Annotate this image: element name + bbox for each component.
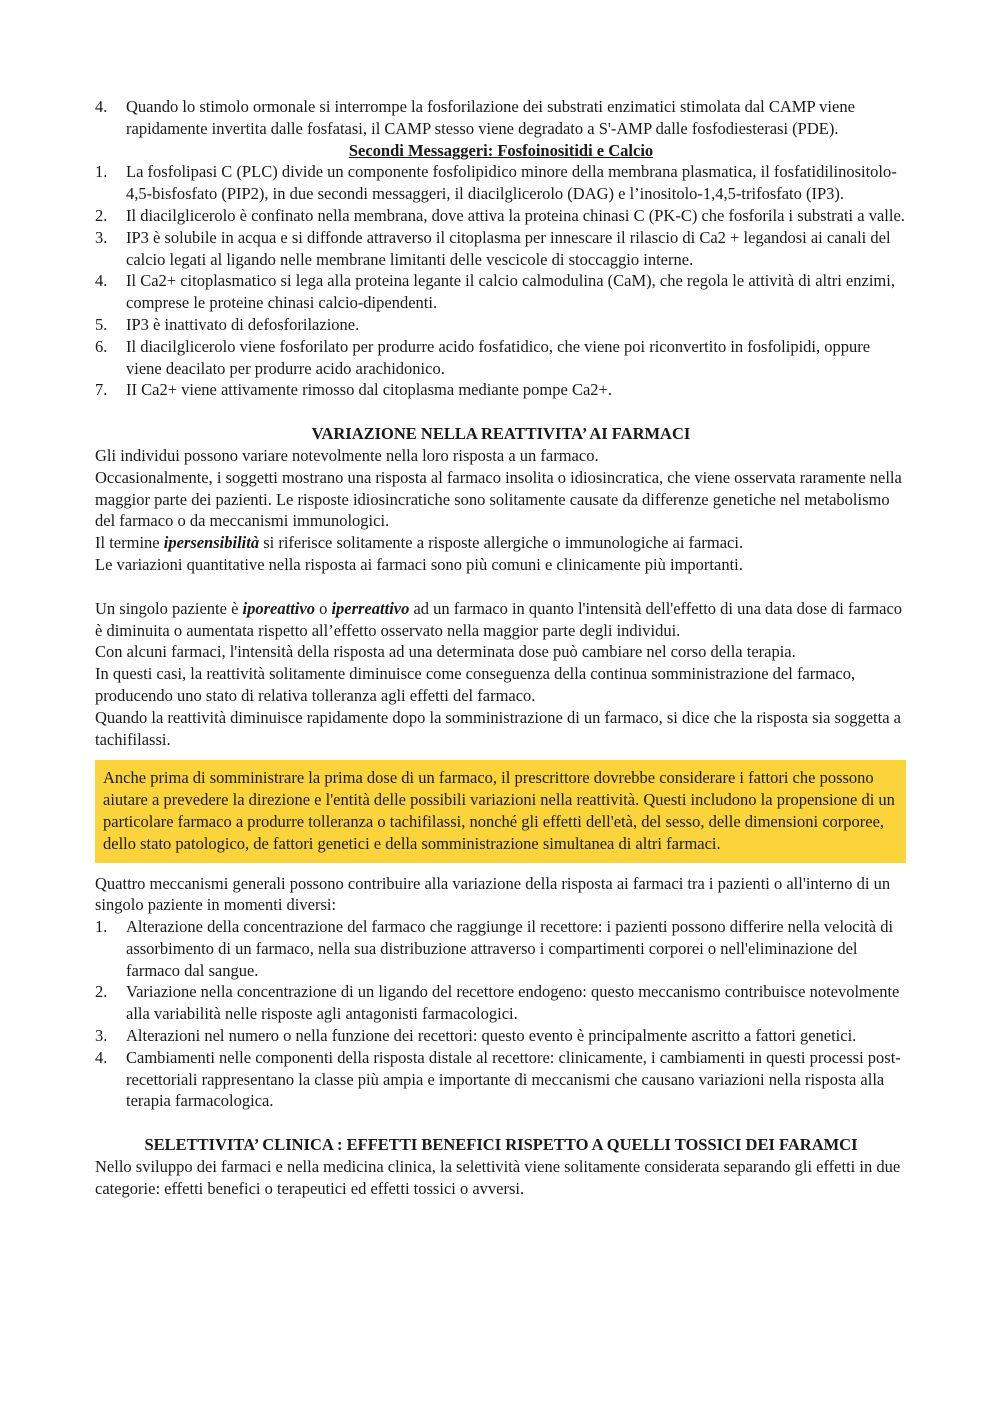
list-item-number: 1. — [95, 917, 108, 937]
list-item — [95, 1047, 907, 1112]
list-item-text: Variazione nella concentrazione di un ligando del recettore endogeno: questo meccanismo contribuisce notevolmente alla variabilità nelle risposte agli antagonisti farmacologici. — [126, 982, 900, 1024]
list-item-text: Quando lo stimolo ormonale si interrompe la fosforilazione dei substrati enzimatici stimolata dal CAMP viene rapidamente invertita dalle fosfatasi, il CAMP stesso viene degradato a S'-AMP dalle fosfodiesterasi (PDE). — [126, 97, 855, 138]
section-heading-secondi-messaggeri: Secondi Messaggeri: Fosfoinositidi e Calcio — [348, 140, 654, 160]
emphasis-term: iporeattivo — [242, 598, 315, 618]
list-item-text: Alterazione della concentrazione del farmaco che raggiunge il recettore: i pazienti possono differire nella velocità di assorbimento di un farmaco, nella sua distribuzione attraverso i compartimenti corporei o nell'eliminazione del farmaco dal sangue. — [126, 917, 894, 980]
emphasis-term: ipersensibilità — [163, 533, 260, 553]
text-run: Un singolo paziente è — [95, 598, 243, 618]
list-item-text: Il diacilglicerolo viene fosforilato per produrre acido fosfatidico, che viene poi riconvertito in fosfolipidi, oppure viene deacilato per produrre acido arachidonico. — [126, 336, 871, 378]
list-item-number: 3. — [95, 1026, 108, 1046]
list-item-number: 4. — [95, 97, 108, 116]
list-item — [95, 227, 907, 271]
emphasis-term: iperreattivo — [331, 598, 410, 618]
paragraph: In questi casi, la reattività solitamente diminuisce come conseguenza della continua somministrazione del farmaco, producendo uno stato di relativa tolleranza agli effetti del farmaco. — [95, 664, 856, 705]
list-item-number: 3. — [95, 227, 108, 247]
list-item — [95, 1025, 907, 1047]
list-item-text: La fosfolipasi C (PLC) divide un componente fosfolipidico minore della membrana plasmatica, il fosfatidilinositolo-4,5-bisfosfato (PIP2), in due secondi messaggeri, il diacilglicerolo (DAG) e l’inositolo-1,4,5-trifosfato (IP3). — [126, 162, 897, 204]
list-item — [95, 336, 907, 380]
highlighted-callout: Anche prima di somministrare la prima dose di un farmaco, il prescrittore dovrebbe considerare i fattori che possono aiutare a prevedere la direzione e l'entità delle possibili variazioni nella reattività. Questi includono la propensione di un particolare farmaco a produrre tolleranza o tachifilassi, nonché gli effetti dell'età, del sesso, delle dimensioni corporee, dello stato patologico, de fattori genetici e della somministrazione simultanea di altri farmaci. — [95, 760, 906, 862]
paragraph: Quattro meccanismi generali possono contribuire alla variazione della risposta ai farmaci tra i pazienti o all'interno di un singolo paziente in momenti diversi: — [95, 873, 891, 915]
paragraph: Le variazioni quantitative nella risposta ai farmaci sono più comuni e clinicamente più importanti. — [95, 554, 743, 574]
list-item-number: 4. — [95, 271, 108, 291]
paragraph: Con alcuni farmaci, l'intensità della risposta ad una determinata dose può cambiare nel corso della terapia. — [95, 642, 796, 662]
paragraph — [95, 532, 907, 554]
list-item-text: Alterazioni nel numero o nella funzione dei recettori: questo evento è principalmente ascritto a fattori genetici. — [126, 1026, 857, 1046]
paragraph — [95, 598, 907, 642]
text-run: Il termine — [95, 533, 164, 553]
list-item — [95, 161, 907, 205]
list-item-number: 2. — [95, 205, 108, 225]
section-heading-selettivita: SELETTIVITA’ CLINICA : EFFETTI BENEFICI RISPETTO A QUELLI TOSSICI DEI FARAMCI — [144, 1135, 858, 1155]
list-item-text: Il Ca2+ citoplasmatico si lega alla proteina legante il calcio calmodulina (CaM), che regola le attività di altri enzimi, comprese le proteine chinasi calcio-dipendenti. — [126, 271, 895, 313]
list-item-text: IP3 è inattivato di defosforilazione. — [126, 314, 360, 334]
text-run: o — [314, 598, 332, 618]
spacer — [95, 1112, 907, 1134]
list-item-text: II Ca2+ viene attivamente rimosso dal citoplasma mediante pompe Ca2+. — [126, 380, 612, 400]
list-item — [95, 981, 907, 1025]
paragraph: Gli individui possono variare notevolmente nella loro risposta a un farmaco. — [95, 445, 599, 465]
list-item-number: 1. — [95, 162, 108, 182]
text-run: si riferisce solitamente a risposte allergiche o immunologiche ai farmaci. — [259, 533, 744, 553]
camp-list — [95, 96, 907, 140]
list-item-number: 2. — [95, 982, 108, 1002]
paragraph: Occasionalmente, i soggetti mostrano una risposta al farmaco insolita o idiosincratica, che viene osservata raramente nella maggior parte dei pazienti. Le risposte idiosincratiche sono solitamente causate da differenze genetiche nel metabolismo del farmaco o da meccanismi immunologici. — [95, 467, 902, 531]
paragraph: Nello sviluppo dei farmaci e nella medicina clinica, la selettività viene solitamente considerata separando gli effetti in due categorie: effetti benefici o terapeutici ed effetti tossici o avversi. — [95, 1157, 901, 1198]
list-item-text: Il diacilglicerolo è confinato nella membrana, dove attiva la proteina chinasi C (PK-C) che fosforila i substrati a valle. — [126, 205, 905, 225]
meccanismi-list — [95, 916, 907, 1112]
list-item-number: 6. — [95, 336, 108, 356]
spacer — [95, 576, 907, 598]
spacer — [95, 401, 907, 423]
list-item — [95, 916, 907, 981]
secondi-messaggeri-list — [95, 161, 907, 401]
list-item-number: 4. — [95, 1047, 108, 1067]
list-item-number: 7. — [95, 380, 108, 400]
text-run: ad un farmaco in quanto l'intensità dell'effetto di una data dose di farmaco è diminuita o aumentata rispetto all’effetto osservato nella maggior parte degli individui. — [95, 598, 903, 640]
list-item — [95, 205, 907, 227]
page-content — [95, 96, 907, 1200]
list-item-text: IP3 è solubile in acqua e si diffonde attraverso il citoplasma per innescare il rilascio di Ca2 + legandosi ai canali del calcio legati al ligando nelle membrane limitanti delle vescicole di stoccaggio interne. — [126, 227, 891, 269]
list-item-number: 5. — [95, 314, 108, 334]
list-item-text: Cambiamenti nelle componenti della risposta distale al recettore: clinicamente, i cambiamenti in questi processi post-recettoriali rappresentano la classe più ampia e importante di meccanismi che causano variazioni nella risposta alla terapia farmacologica. — [126, 1047, 901, 1111]
paragraph: Quando la reattività diminuisce rapidamente dopo la somministrazione di un farmaco, si dice che la risposta sia soggetta a tachifilassi. — [95, 707, 901, 749]
list-item — [95, 314, 907, 336]
list-item — [95, 270, 907, 314]
list-item — [95, 379, 907, 401]
list-item — [95, 96, 907, 140]
section-heading-variazione: VARIAZIONE NELLA REATTIVITA’ AI FARMACI — [311, 424, 691, 444]
